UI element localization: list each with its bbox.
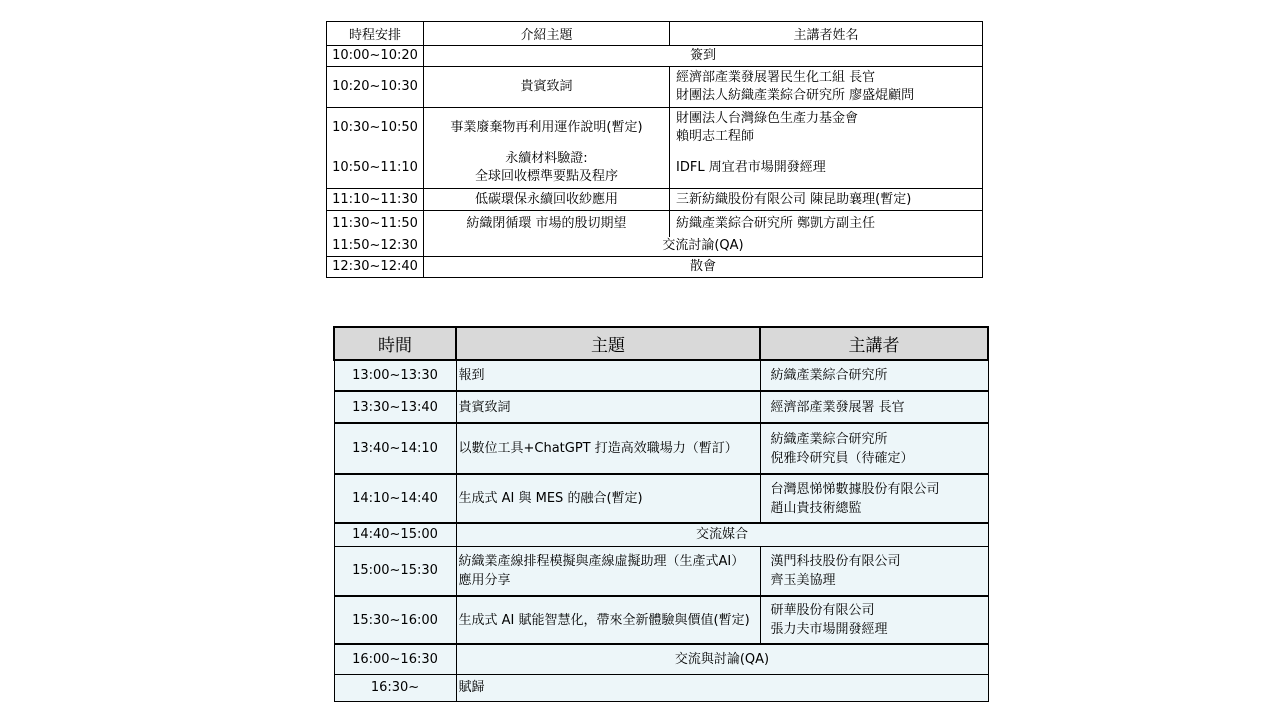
table-header-row	[327, 22, 983, 46]
table-row	[327, 108, 983, 149]
table-row	[334, 674, 988, 701]
header-speaker: 主講者	[760, 327, 988, 360]
speaker-cell: 經濟部產業發展署 長官	[760, 391, 988, 423]
speaker-cell	[760, 474, 988, 523]
time-cell: 10:50~11:10	[327, 149, 424, 189]
time-cell: 13:40~14:10	[334, 423, 456, 474]
speaker-line: 趙山貴技術總監	[770, 500, 862, 516]
speaker-cell	[670, 67, 983, 108]
speaker-line: 財團法人紡織產業綜合研究所 廖盛焜顧問	[676, 88, 915, 103]
time-cell: 12:30~12:40	[327, 257, 424, 278]
morning-schedule-table	[326, 21, 983, 278]
merged-cell: 交流討論(QA)	[424, 237, 983, 257]
table-row	[327, 67, 983, 108]
time-cell: 16:00~16:30	[334, 644, 456, 674]
speaker-line: 張力夫市場開發經理	[770, 622, 888, 637]
table-row	[334, 596, 988, 644]
speaker-cell: 紡織產業綜合研究所 鄭凱方副主任	[670, 211, 983, 237]
time-cell: 13:00~13:30	[334, 360, 456, 391]
speaker-line: 賴明志工程師	[676, 129, 755, 145]
table-row	[334, 391, 988, 423]
header-time: 時間	[334, 327, 456, 360]
merged-cell: 交流媒合	[456, 523, 988, 546]
merged-cell: 交流與討論(QA)	[456, 644, 988, 674]
topic-cell: 低碳環保永續回收紗應用	[424, 189, 670, 211]
topic-cell: 報到	[456, 360, 760, 391]
table-header-row	[334, 327, 988, 360]
time-cell: 14:40~15:00	[334, 523, 456, 546]
speaker-cell	[760, 546, 988, 596]
afternoon-schedule-table	[333, 326, 989, 702]
speaker-line: 研華股份有限公司	[770, 603, 875, 618]
speaker-cell	[670, 108, 983, 149]
time-cell: 11:50~12:30	[327, 237, 424, 257]
topic-cell: 貴賓致詞	[424, 67, 670, 108]
header-time: 時程安排	[327, 22, 424, 46]
speaker-line: 台灣恩悌悌數據股份有限公司	[770, 481, 940, 497]
table-row	[327, 149, 983, 189]
speaker-cell: 紡織產業綜合研究所	[760, 360, 988, 391]
time-cell: 16:30~	[334, 674, 456, 701]
time-cell: 13:30~13:40	[334, 391, 456, 423]
speaker-line: 齊玉美協理	[770, 572, 836, 588]
topic-line: 全球回收標準要點及程序	[474, 169, 618, 185]
time-cell: 15:30~16:00	[334, 596, 456, 644]
speaker-line: 紡織產業綜合研究所	[770, 431, 888, 447]
table-row	[327, 257, 983, 278]
time-cell: 11:30~11:50	[327, 211, 424, 237]
table-row	[334, 423, 988, 474]
topic-cell: 事業廢棄物再利用運作說明(暫定)	[424, 108, 670, 149]
header-topic: 主題	[456, 327, 760, 360]
speaker-cell: 三新紡織股份有限公司 陳昆助襄理(暫定)	[670, 189, 983, 211]
table-row	[334, 474, 988, 523]
topic-cell: 生成式 AI 賦能智慧化，帶來全新體驗與價值(暫定)	[456, 596, 760, 644]
merged-cell: 散會	[424, 257, 983, 278]
table-row	[334, 360, 988, 391]
speaker-line: 經濟部產業發展署民生化工組 長官	[676, 70, 876, 85]
speaker-cell: IDFL 周宜君市場開發經理	[670, 149, 983, 189]
topic-cell: 紡織閉循環 市場的殷切期望	[424, 211, 670, 237]
topic-cell: 紡織業產線排程模擬與產線虛擬助理（生產式AI）應用分享	[456, 546, 760, 596]
merged-cell: 賦歸	[456, 674, 988, 701]
topic-cell: 貴賓致詞	[456, 391, 760, 423]
time-cell: 10:00~10:20	[327, 46, 424, 67]
table-row	[334, 546, 988, 596]
topic-cell	[424, 149, 670, 189]
table-row	[327, 46, 983, 67]
merged-cell: 簽到	[424, 46, 983, 67]
time-cell: 15:00~15:30	[334, 546, 456, 596]
topic-cell: 以數位工具+ChatGPT 打造高效職場力（暫訂）	[456, 423, 760, 474]
speaker-line: 漢門科技股份有限公司	[770, 553, 901, 569]
time-cell: 10:20~10:30	[327, 67, 424, 108]
table-row	[327, 189, 983, 211]
topic-line: 永續材料驗證:	[505, 151, 588, 167]
speaker-cell	[760, 423, 988, 474]
table-row	[334, 644, 988, 674]
topic-cell: 生成式 AI 與 MES 的融合(暫定)	[456, 474, 760, 523]
time-cell: 10:30~10:50	[327, 108, 424, 149]
speaker-line: 財團法人台灣綠色生產力基金會	[676, 111, 859, 127]
time-cell: 11:10~11:30	[327, 189, 424, 211]
speaker-line: 倪雅玲研究員（待確定）	[770, 450, 914, 466]
table-row	[327, 211, 983, 237]
speaker-cell	[760, 596, 988, 644]
time-cell: 14:10~14:40	[334, 474, 456, 523]
table-row	[327, 237, 983, 257]
header-speaker: 主講者姓名	[670, 22, 983, 46]
table-row	[334, 523, 988, 546]
header-topic: 介紹主題	[424, 22, 670, 46]
